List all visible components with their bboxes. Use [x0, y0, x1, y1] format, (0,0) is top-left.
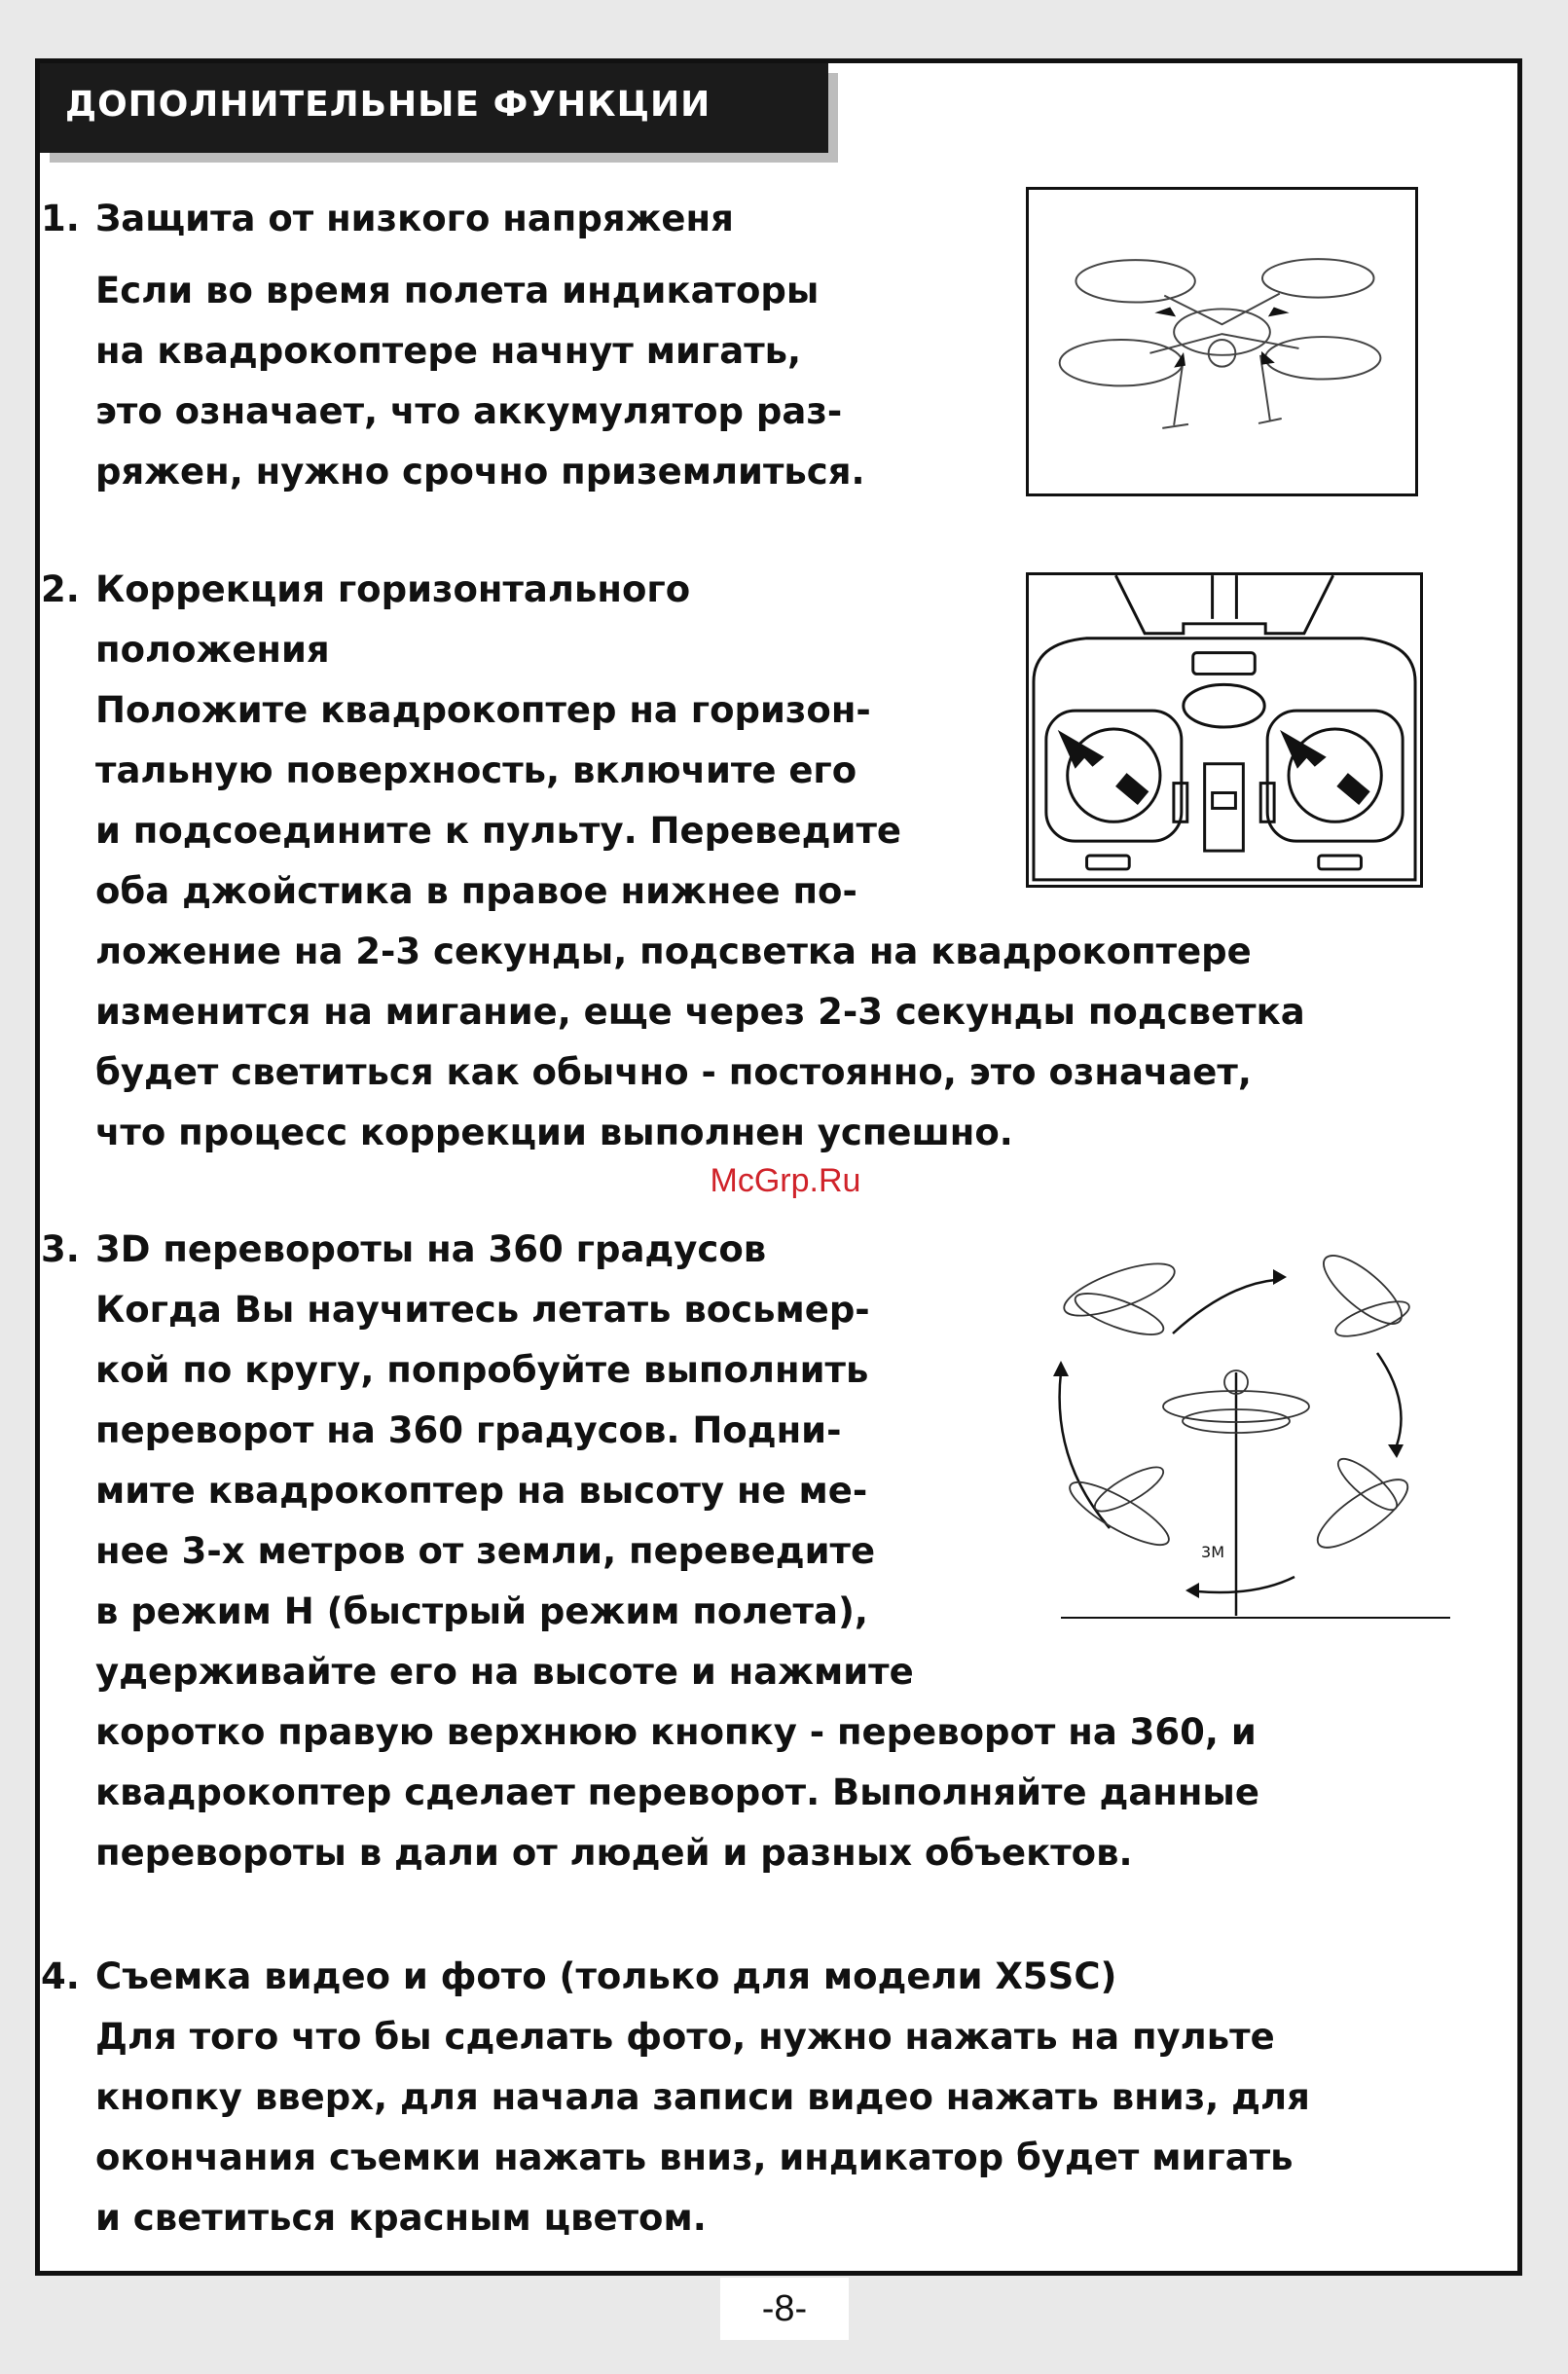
text-line: удерживайте его на высоте и нажмите — [95, 1651, 914, 1693]
flip-height-label: 3M — [1201, 1543, 1224, 1561]
drone-indicators-illustration — [1026, 187, 1418, 496]
section-4-number: 4. — [41, 1955, 80, 1997]
section-4-title: Съемка видео и фото (только для модели X5SC) — [95, 1955, 1117, 1997]
section-3-number: 3. — [41, 1228, 80, 1270]
section-4-heading — [41, 1947, 1116, 2007]
text-line: Если во время полета индикаторы — [95, 270, 820, 311]
text-line: что процесс коррекции выполнен успешно. — [95, 1112, 1013, 1153]
text-line: оба джойстика в правое нижнее по- — [95, 870, 857, 912]
text-line: нее 3-х метров от земли, переведите — [95, 1530, 876, 1572]
text-line: тальную поверхность, включите его — [95, 749, 857, 791]
text-line: перевороты в дали от людей и разных объектов. — [95, 1832, 1133, 1874]
section-3-title: 3D перевороты на 360 градусов — [95, 1228, 767, 1270]
quadcopter-image — [1029, 190, 1415, 493]
text-line: в режим H (быстрый режим полета), — [95, 1590, 868, 1632]
section-2-title: Коррекция горизонтального — [95, 568, 691, 610]
text-line: на квадрокоптере начнут мигать, — [95, 330, 802, 372]
page-number: -8- — [720, 2278, 849, 2340]
text-line: будет светиться как обычно - постоянно, это означает, — [95, 1051, 1252, 1093]
watermark-text: McGrp.Ru — [710, 1162, 861, 1199]
section-2-title-line2: положения — [95, 629, 330, 671]
section-1-heading — [41, 189, 734, 249]
text-line: мите квадрокоптер на высоту не ме- — [95, 1470, 868, 1512]
section-2-heading — [41, 560, 690, 620]
page-title: ДОПОЛНИТЕЛЬНЫЕ ФУНКЦИИ — [65, 85, 711, 125]
section-4-body — [95, 2007, 1310, 2248]
section-1-number: 1. — [41, 198, 80, 239]
text-line: Когда Вы научитесь летать восьмер- — [95, 1289, 870, 1331]
text-line: и светиться красным цветом. — [95, 2197, 707, 2239]
360-flip-image — [1032, 1236, 1460, 1625]
flip-diagram — [1032, 1236, 1460, 1625]
section-2-heading-cont — [95, 620, 330, 680]
header-bar — [40, 63, 828, 153]
text-line: коротко правую верхнюю кнопку - переворот на 360, и — [95, 1711, 1257, 1753]
section-3-heading — [41, 1220, 766, 1280]
section-2-number: 2. — [41, 568, 80, 610]
section-1-title: Защита от низкого напряженя — [95, 198, 734, 239]
text-line: ложение на 2-3 секунды, подсветка на квадрокоптере — [95, 931, 1252, 972]
text-line: Для того что бы сделать фото, нужно нажать на пульте — [95, 2016, 1275, 2058]
remote-controller-image — [1029, 575, 1420, 885]
text-line: ряжен, нужно срочно приземлиться. — [95, 451, 865, 493]
text-line: и подсоедините к пульту. Переведите — [95, 810, 902, 852]
text-line: квадрокоптер сделает переворот. Выполняйте данные — [95, 1771, 1259, 1813]
text-line: кой по кругу, попробуйте выполнить — [95, 1349, 869, 1391]
text-line: Положите квадрокоптер на горизон- — [95, 689, 871, 731]
text-line: изменится на мигание, еще через 2-3 секунды подсветка — [95, 991, 1305, 1033]
section-1-body — [95, 261, 865, 502]
text-line: переворот на 360 градусов. Подни- — [95, 1409, 842, 1451]
controller-illustration — [1026, 572, 1423, 888]
text-line: окончания съемки нажать вниз, индикатор будет мигать — [95, 2137, 1294, 2178]
text-line: это означает, что аккумулятор раз- — [95, 390, 843, 432]
text-line: кнопку вверх, для начала записи видео нажать вниз, для — [95, 2076, 1310, 2118]
